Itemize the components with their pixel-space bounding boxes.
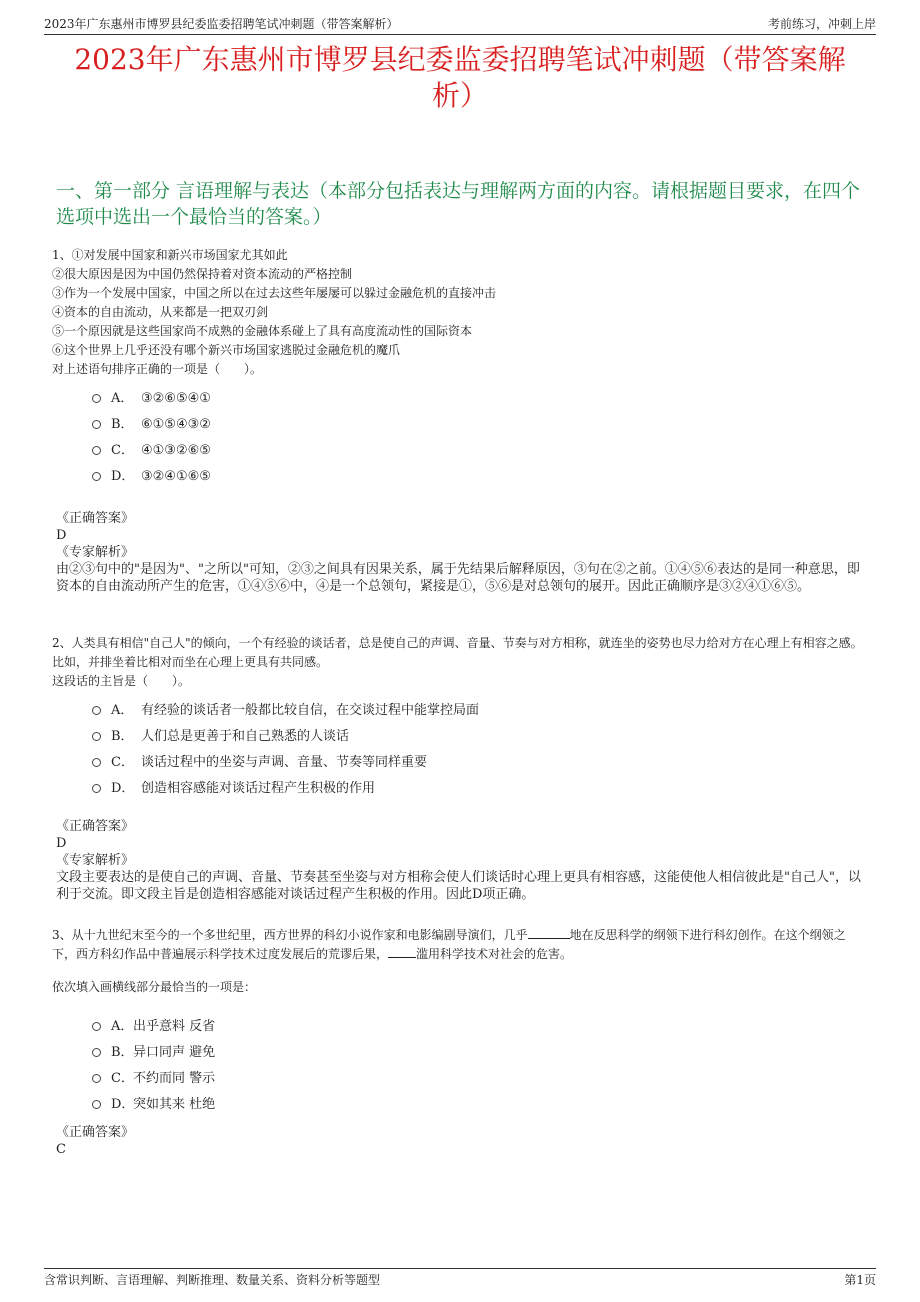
- q3-answer-block: [56, 1124, 868, 1158]
- q2-option-a[interactable]: [92, 697, 868, 723]
- answer-value: D: [56, 836, 67, 851]
- option-letter: C．: [111, 1070, 134, 1086]
- option-text: 有经验的谈话者一般都比较自信，在交谈过程中能掌控局面: [141, 702, 480, 718]
- q1-line: ②很大原因是因为中国仍然保持着对资本流动的严格控制: [52, 267, 353, 281]
- option-text: 异口同声 避免: [133, 1044, 216, 1060]
- radio-icon[interactable]: [92, 758, 101, 767]
- radio-icon[interactable]: [92, 420, 101, 429]
- option-letter: A．: [111, 1018, 134, 1034]
- q1-option-a[interactable]: [92, 385, 868, 411]
- q2-prompt: 这段话的主旨是（ ）。: [52, 674, 191, 688]
- page-number: 第1页: [844, 1272, 876, 1287]
- document-title: [40, 42, 880, 114]
- radio-icon[interactable]: [92, 1074, 101, 1083]
- option-text: 不约而同 警示: [133, 1070, 216, 1086]
- question-3: [52, 926, 868, 1117]
- radio-icon[interactable]: [92, 1100, 101, 1109]
- radio-icon[interactable]: [92, 706, 101, 715]
- q1-line: ④资本的自由流动，从来都是一把双刃剑: [52, 305, 269, 319]
- q3-prompt: 依次填入画横线部分最恰当的一项是：: [52, 980, 257, 994]
- footer-note: 含常识判断、言语理解、判断推理、数量关系、资料分析等题型: [44, 1272, 381, 1287]
- q3-option-b[interactable]: [92, 1039, 868, 1065]
- q2-option-d[interactable]: [92, 775, 868, 801]
- q2-stem: 2、人类具有相信"自己人"的倾向，一个有经验的谈话者，总是使自己的声调、音量、节奏与对方相称，就连坐的姿势也尽力给对方在心理上有相容之感。比如，并排坐着比相对而坐在心理上更具有共同感。: [52, 636, 863, 669]
- analysis-label: 《专家解析》: [56, 545, 135, 560]
- option-letter: A．: [111, 702, 134, 718]
- option-letter: D．: [111, 468, 135, 484]
- title-line-2: 析）: [431, 79, 488, 112]
- q2-options: [92, 697, 868, 801]
- option-letter: D．: [111, 1096, 135, 1112]
- title-line-1: 2023年广东惠州市博罗县纪委监委招聘笔试冲刺题（带答案解: [74, 43, 846, 76]
- question-2: [52, 634, 868, 801]
- q1-options: [92, 385, 868, 489]
- q1-option-d[interactable]: [92, 463, 868, 489]
- analysis-text: 文段主要表达的是使自己的声调、音量、节奏甚至坐姿与对方相称会使人们谈话时心理上更具有相容感，这能使他人相信彼此是"自己人"，以利于交流。即文段主旨是创造相容感能对谈话过程产生积极的作用。因此D项正确。: [56, 870, 861, 902]
- option-text: 创造相容感能对谈话过程产生积极的作用: [141, 780, 376, 796]
- q3-options: [92, 1013, 868, 1117]
- option-text: 谈话过程中的坐姿与声调、音量、节奏等同样重要: [141, 754, 428, 770]
- option-text: ③②④①⑥⑤: [141, 468, 211, 484]
- q2-option-b[interactable]: [92, 723, 868, 749]
- radio-icon[interactable]: [92, 1048, 101, 1057]
- fill-blank-2: [388, 947, 416, 958]
- analysis-text: 由②③句中的"是因为"、"之所以"可知，②③之间具有因果关系，属于先结果后解释原因，③句在②之前。①④⑤⑥表达的是同一种意思，即资本的自由流动所产生的危害，①④⑤⑥中，④是一个总领句，紧接是①，⑤⑥是对总领句的展开。因此正确顺序是③②④①⑥⑤。: [56, 562, 860, 594]
- question-1: [52, 246, 868, 489]
- q3-stem: [52, 926, 868, 964]
- radio-icon[interactable]: [92, 394, 101, 403]
- q2-option-c[interactable]: [92, 749, 868, 775]
- q3-stem-part: 滥用科学技术对社会的危害。: [416, 947, 573, 961]
- q1-line: ③作为一个发展中国家，中国之所以在过去这些年屡屡可以躲过金融危机的直接冲击: [52, 286, 497, 300]
- option-letter: B．: [111, 416, 134, 432]
- q3-stem-part: 3、从十九世纪末至今的一个多世纪里，西方世界的科幻小说作家和电影编剧导演们，几乎: [52, 928, 528, 942]
- option-text: ⑥①⑤④③②: [141, 416, 211, 432]
- answer-label: 《正确答案》: [56, 1125, 135, 1140]
- q1-answer-block: [56, 510, 868, 595]
- option-letter: D．: [111, 780, 135, 796]
- option-text: ④①③②⑥⑤: [141, 442, 211, 458]
- fill-blank-1: [528, 928, 570, 939]
- q1-line: 1、①对发展中国家和新兴市场国家尤其如此: [52, 248, 288, 262]
- answer-label: 《正确答案》: [56, 819, 135, 834]
- q3-option-c[interactable]: [92, 1065, 868, 1091]
- option-letter: B．: [111, 728, 134, 744]
- radio-icon[interactable]: [92, 1022, 101, 1031]
- radio-icon[interactable]: [92, 472, 101, 481]
- option-text: 突如其来 杜绝: [133, 1096, 216, 1112]
- radio-icon[interactable]: [92, 784, 101, 793]
- q1-line: ⑥这个世界上几乎还没有哪个新兴市场国家逃脱过金融危机的魔爪: [52, 343, 401, 357]
- page-header: [44, 12, 876, 35]
- q3-option-d[interactable]: [92, 1091, 868, 1117]
- q1-option-c[interactable]: [92, 437, 868, 463]
- option-text: 出乎意料 反省: [133, 1018, 216, 1034]
- q3-stem-part: 地在反思科学的纲领下进行科幻创作。在这个纲领之下，西方科幻作品中普遍展示科学技术过度发展后的荒谬后果，: [52, 928, 846, 961]
- q1-option-b[interactable]: [92, 411, 868, 437]
- q1-line: ⑤一个原因就是这些国家尚不成熟的金融体系碰上了具有高度流动性的国际资本: [52, 324, 473, 338]
- option-text: ③②⑥⑤④①: [141, 390, 211, 406]
- q1-prompt: 对上述语句排序正确的一项是（ ）。: [52, 362, 263, 376]
- option-letter: A．: [111, 390, 134, 406]
- analysis-label: 《专家解析》: [56, 853, 135, 868]
- section-heading: 一、第一部分 言语理解与表达（本部分包括表达与理解两方面的内容。请根据题目要求，在四个选项中选出一个最恰当的答案。）: [56, 180, 861, 228]
- option-text: 人们总是更善于和自己熟悉的人谈话: [141, 728, 350, 744]
- header-slogan: 考前练习，冲刺上岸: [767, 16, 876, 31]
- radio-icon[interactable]: [92, 446, 101, 455]
- page-footer: [44, 1268, 876, 1289]
- option-letter: B．: [111, 1044, 134, 1060]
- answer-value: C: [56, 1142, 66, 1157]
- radio-icon[interactable]: [92, 732, 101, 741]
- option-letter: C．: [111, 442, 134, 458]
- q3-option-a[interactable]: [92, 1013, 868, 1039]
- header-title: 2023年广东惠州市博罗县纪委监委招聘笔试冲刺题（带答案解析）: [44, 16, 399, 31]
- option-letter: C．: [111, 754, 134, 770]
- answer-label: 《正确答案》: [56, 511, 135, 526]
- answer-value: D: [56, 528, 67, 543]
- q2-answer-block: [56, 818, 868, 903]
